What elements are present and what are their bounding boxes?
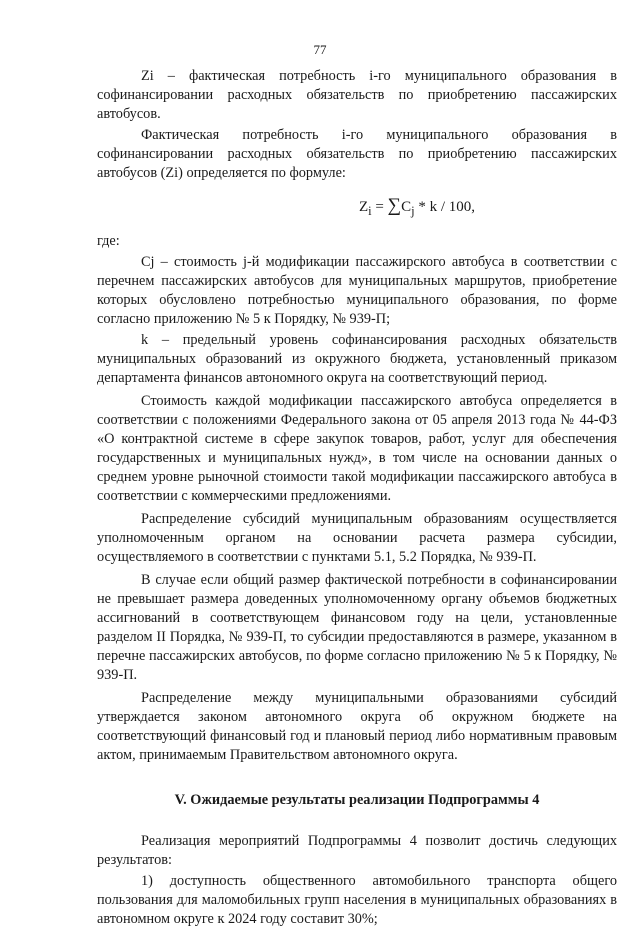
paragraph-cost-determination: Стоимость каждой модификации пассажирского автобуса определяется в соответствии с положениями Федерального закона от 05 апреля 2013 года № 44-ФЗ «О контрактной системе в сфере закупок товаров, работ, услуг для обеспечения государственных и муниципальных нужд», в том числе на основании данных о среднем уровне рыночной стоимости такой модификации пассажирского автобуса в соответствии с коммерческими предложениями.: [97, 393, 617, 504]
section-heading: V. Ожидаемые результаты реализации Подпрограммы 4: [174, 792, 540, 808]
paragraph-formula-intro: Фактическая потребность i-го муниципального образования в софинансировании расходных обязательств по приобретению пассажирских автобусов (Zi) определяется по формуле:: [97, 127, 617, 181]
formula: [97, 195, 617, 222]
list-item-result-1: 1) доступность общественного автомобильного транспорта общего пользования для маломобильных групп населения в муниципальных образованиях в автономном округе к 2024 году составит 30%;: [97, 873, 617, 927]
paragraph-distribution-approval: Распределение между муниципальными образованиями субсидий утверждается законом автономного округа об окружном бюджете на соответствующий финансовый год и плановый период либо нормативным правовым актом, принимаемым Правительством автономного округа.: [97, 690, 617, 763]
formula-c-sub: j: [411, 204, 415, 218]
paragraph-subsidy-case: В случае если общий размер фактической потребности в софинансировании не превышает размера доведенных уполномоченному органу объемов бюджетных ассигнований в соответствующем финансовом году на цели, установленные разделом II Порядка, № 939-П, то субсидии предоставляются в размере, указанном в перечне пассажирских автобусов, по форме согласно приложению № 5 к Порядку, № 939-П.: [97, 572, 617, 683]
sum-symbol: ∑: [387, 195, 402, 216]
formula-rest: * k / 100,: [414, 199, 476, 215]
paragraph-zi-definition: Zi – фактическая потребность i-го муниципального образования в софинансировании расходных обязательств по приобретению пассажирских автобусов.: [97, 68, 617, 122]
paragraph-results-intro: Реализация мероприятий Подпрограммы 4 позволит достичь следующих результатов:: [97, 833, 617, 868]
formula-c: C: [401, 199, 412, 215]
formula-lhs: Z: [358, 199, 369, 215]
formula-lhs-sub: i: [368, 204, 372, 218]
document-body: [97, 67, 617, 931]
paragraph-cj-definition: Cj – стоимость j-й модификации пассажирского автобуса в соответствии с перечнем пассажирских автобусов для муниципальных маршрутов, приобретение которых обусловлено потребностью муниципального образования, по форме согласно приложению № 5 к Порядку, № 939-П;: [97, 254, 617, 327]
paragraph-k-definition: k – предельный уровень софинансирования расходных обязательств муниципальных образований из окружного бюджета, установленный приказом департамента финансов автономного округа на соответствующий период.: [97, 332, 617, 386]
paragraph-subsidy-distribution: Распределение субсидий муниципальным образованиям осуществляется уполномоченным органом на основании расчета размера субсидии, осуществляемого в соответствии с пунктами 5.1, 5.2 Порядка, № 939-П.: [97, 511, 617, 565]
where-label: где:: [97, 233, 120, 249]
page-number: 77: [313, 42, 327, 57]
formula-eq: =: [371, 199, 388, 215]
